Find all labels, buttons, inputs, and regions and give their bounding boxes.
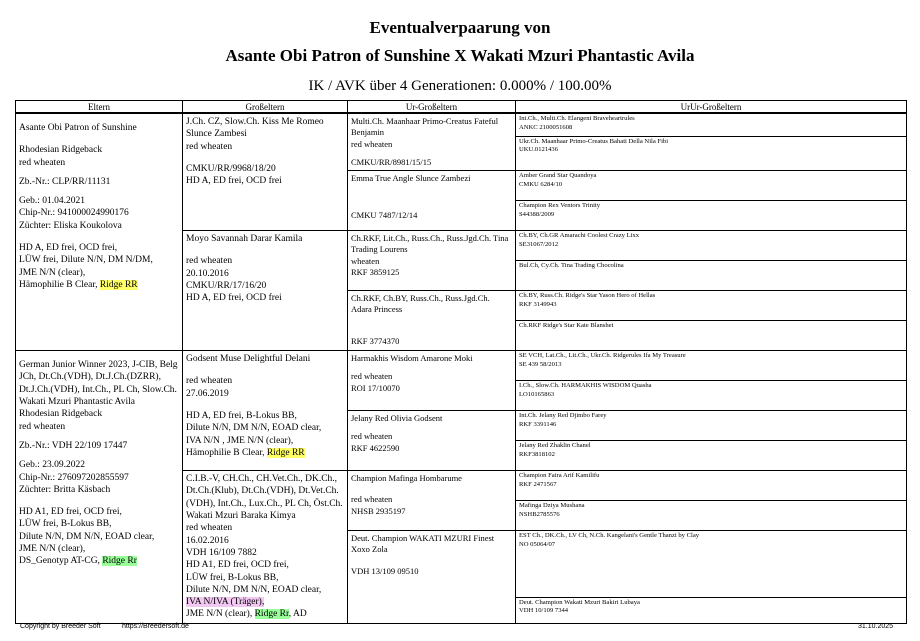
gggp-reg: SE 439 58/2013	[519, 360, 562, 368]
mother-health: Dilute N/N, DM N/N, EOAD clear,	[19, 531, 155, 542]
ggp-name: Multi.Ch. Maanhaar Primo-Creatus Fateful Benjamin	[351, 116, 499, 138]
grandparent-ridge-badge: Ridge RR	[266, 447, 305, 458]
father-health: LÜW frei, Dilute N/N, DM N/DM,	[19, 255, 153, 266]
mother-chip: Chip-Nr.: 276097202855597	[19, 472, 129, 483]
mother-health: HD A1, ED frei, OCD frei,	[19, 507, 122, 518]
grandparent-ridge-badge: Ridge Rr	[254, 609, 289, 620]
mother-cell	[16, 351, 183, 624]
mother-breed: Rhodesian Ridgeback	[19, 409, 103, 420]
gggp-reg: RKF 3391146	[519, 420, 557, 428]
grandparent-date: 16.02.2016	[186, 535, 229, 546]
ggp-color: red wheaten	[351, 371, 393, 382]
ggp-color: red wheaten	[351, 138, 393, 149]
gggp-name: Int.Ch., Multi.Ch. Elangeni Braveheartrules	[519, 115, 635, 122]
gggp-name: Ukr.Ch. Maanhaar Primo-Creatus Bahati Della Nila Fibi	[519, 137, 669, 145]
father-ridge-badge: Ridge RR	[99, 279, 138, 290]
father-geb: Geb.: 01.04.2021	[19, 196, 85, 207]
grandparent-date: 27.06.2019	[186, 388, 229, 399]
grandparent-name: Godsent Muse Delightful Delani	[186, 354, 311, 365]
gggp-6	[516, 291, 907, 321]
gggp-name: Bul.Ch, Cy.Ch. Tina Trading Chocolina	[519, 262, 624, 270]
grandparent-reg: CMKU/RR/9968/18/20	[186, 163, 276, 174]
father-color: red wheaten	[19, 157, 66, 168]
ggp-1	[348, 171, 516, 231]
grandparent-health: HD A1, ED frei, OCD frei,	[186, 560, 289, 571]
ggp-reg: CMKU 7487/12/14	[351, 210, 418, 221]
ggp-2	[348, 231, 516, 291]
gggp-name: Champion Rex Ventors Trinity	[519, 202, 601, 210]
pedigree-table	[15, 100, 907, 624]
grandparent-mf	[183, 351, 348, 471]
ggp-5	[348, 411, 516, 471]
ggp-reg: RKF 3774370	[351, 335, 400, 346]
col-header-ururgrosseltern: UrUr-Großeltern	[516, 101, 907, 114]
father-zb: Zb.-Nr.: CLP/RR/11131	[19, 176, 111, 187]
gggp-reg: RKF 3149943	[519, 300, 557, 308]
gggp-name: Mafinga Dziya Mushana	[519, 502, 585, 510]
gggp-15	[516, 597, 907, 623]
ggp-name: Ch.RKF, Lit.Ch., Russ.Ch., Russ.Jgd.Ch. Tina Trading Lourens	[351, 233, 509, 255]
mother-ridge-badge: Ridge Rr	[102, 556, 137, 567]
ggp-name: Harmakhis Wisdom Amarone Moki	[351, 353, 473, 364]
gggp-9	[516, 381, 907, 411]
father-health: HD A, ED frei, OCD frei,	[19, 243, 118, 254]
ggp-7	[348, 531, 516, 624]
gggp-name: SE VCH, Lat.Ch., Lit.Ch., Ukr.Ch. Ridgerules Ifa My Treasure	[519, 352, 686, 360]
father-chip: Chip-Nr.: 941000024990176	[19, 208, 129, 219]
footer-copyright: Copyright by Breeder Soft	[20, 623, 101, 630]
grandparent-health: Dilute N/N, DM N/N, EOAD clear,	[186, 584, 322, 595]
ggp-color: red wheaten	[351, 431, 393, 442]
gggp-reg: S44388/2009	[519, 210, 555, 218]
ggp-reg: RKF 3859125	[351, 267, 400, 278]
father-name: Asante Obi Patron of Sunshine	[19, 123, 137, 133]
grandparent-reg: VDH 16/109 7882	[186, 547, 257, 558]
grandparent-iva-badge: IVA N/IVA (Träger),	[186, 597, 265, 608]
gggp-reg: NSHB2785576	[519, 510, 560, 518]
grandparent-name: C.I.B.-V, CH.Ch., CH.Vet.Ch., DK.Ch., Dt.Ch.(Klub), Dt.Ch.(VDH), Dt.Vet.Ch.(VDH), Int.Ch., Lux.Ch., PL Ch, Öst.Ch. Wakati Mzuri Baraka Kimya	[186, 474, 343, 522]
grandparent-ff	[183, 113, 348, 231]
gggp-reg: UKU.0121436	[519, 146, 559, 154]
gggp-reg: RKF3818102	[519, 450, 555, 458]
grandparent-health: HD A, ED frei, OCD frei	[186, 176, 282, 187]
gggp-12	[516, 471, 907, 501]
gggp-name: Ch.BY, Russ.Ch. Ridge's Star Yason Hero of Hellas	[519, 292, 656, 300]
grandparent-mm	[183, 471, 348, 624]
gggp-10	[516, 411, 907, 441]
gggp-reg: ANKC 2100051608	[519, 123, 573, 131]
mother-geb: Geb.: 23.09.2022	[19, 460, 85, 471]
gggp-13	[516, 501, 907, 531]
gggp-5	[516, 261, 907, 291]
grandparent-color: red wheaten	[186, 376, 233, 387]
gggp-reg: SE31067/2012	[519, 240, 559, 248]
gggp-7	[516, 321, 907, 351]
gggp-14	[516, 531, 907, 598]
mother-health: DS_Genotyp AT-CG,	[19, 556, 100, 567]
ggp-reg: RKF 4622590	[351, 442, 400, 453]
grandparent-health: , AD	[288, 609, 307, 620]
page-title: Eventualverpaarung von	[369, 18, 551, 37]
father-health: JME N/N (clear),	[19, 267, 86, 278]
gggp-4	[516, 231, 907, 261]
grandparent-name: Moyo Savannah Darar Kamila	[186, 234, 303, 245]
grandparent-color: red wheaten	[186, 523, 233, 534]
col-header-grosseltern: Großeltern	[183, 101, 348, 114]
gggp-name: Ch.BY, Ch.GR Amarachi Coolest Crazy Lixx	[519, 232, 640, 240]
ggp-color: red wheaten	[351, 494, 393, 505]
col-header-eltern: Eltern	[16, 101, 183, 114]
gggp-name: Int.Ch. Jelany Red Djimbo Farey	[519, 412, 607, 420]
grandparent-reg: CMKU/RR/17/16/20	[186, 281, 267, 292]
mother-health: LÜW frei, B-Lokus BB,	[19, 519, 112, 530]
mother-zb: Zb.-Nr.: VDH 22/109 17447	[19, 440, 128, 451]
gggp-name: Jelany Red Zhaklin Chanel	[519, 442, 591, 450]
grandparent-health: HD A, ED frei, OCD frei	[186, 293, 282, 304]
ggp-color: wheaten	[351, 255, 380, 266]
footer-date: 31.10.2025	[858, 623, 894, 630]
mother-breeder: Züchter: Britta Käsbach	[19, 484, 111, 495]
ggp-name: Ch.RKF, Ch.BY, Russ.Ch., Russ.Jgd.Ch. Adara Princess	[351, 293, 490, 315]
ggp-name: Champion Mafinga Hombarume	[351, 473, 462, 484]
gggp-name: Champion Faira Arif Kamilifu	[519, 472, 600, 480]
gggp-8	[516, 351, 907, 381]
grandparent-name: J.Ch. CZ, Slow.Ch. Kiss Me Romeo Slunce Zambesi	[186, 117, 324, 140]
grandparent-color: red wheaten	[186, 141, 233, 152]
grandparent-health: Dilute N/N, DM N/N, EOAD clear,	[186, 423, 322, 434]
father-breeder: Züchter: Eliska Koukolova	[19, 220, 122, 231]
gggp-name: Ch.RKF Ridge's Star Kate Blanshet	[519, 322, 614, 330]
mother-health: JME N/N (clear),	[19, 544, 86, 555]
mother-name: German Junior Winner 2023, J-CIB, Belg JCh, Dt.Ch.(VDH), Dt.J.Ch.(DZRR), Dt.J.Ch.(VDH), Int.Ch., PL Ch, Slow.Ch. Wakati Mzuri Phantastic Avila	[19, 360, 178, 408]
ggp-name: Emma True Angle Slunce Zambezi	[351, 173, 471, 184]
gggp-reg: LO10165863	[519, 390, 555, 398]
gggp-name: Amber Grand Star Quandoya	[519, 172, 597, 180]
footer-url[interactable]: https://Breedersoft.de	[122, 623, 189, 630]
grandparent-health: IVA N/N , JME N/N (clear),	[186, 435, 294, 446]
gggp-2	[516, 171, 907, 201]
grandparent-health: HD A, ED frei, B-Lokus BB,	[186, 411, 297, 422]
ggp-reg: CMKU/RR/8981/15/15	[351, 156, 432, 167]
ik-avk-line: IK / AVK über 4 Generationen: 0.000% / 100.00%	[308, 78, 612, 94]
father-breed: Rhodesian Ridgeback	[19, 145, 103, 156]
grandparent-fm	[183, 231, 348, 351]
gggp-1	[516, 136, 907, 170]
gggp-0	[516, 113, 907, 136]
grandparent-health: JME N/N (clear),	[186, 609, 253, 620]
gggp-reg: NO 05064/07	[519, 540, 556, 548]
ggp-name: Jelany Red Olivia Godsent	[351, 413, 443, 424]
ggp-reg: ROI 17/10070	[351, 382, 400, 393]
ggp-3	[348, 291, 516, 351]
ggp-reg: NHSB 2935197	[351, 505, 406, 516]
grandparent-health: Hämophilie B Clear,	[186, 447, 265, 458]
gggp-name: EST Ch., DK.Ch., LV Ch, N.Ch. Kangelani's Gentle Thanzi by Clay	[519, 532, 700, 540]
header-row	[16, 101, 907, 114]
col-header-urgrosseltern: Ur-Großeltern	[348, 101, 516, 114]
gggp-3	[516, 201, 907, 231]
ggp-4	[348, 351, 516, 411]
gggp-reg: VDH 10/109 7344	[519, 607, 569, 615]
ggp-name: Deut. Champion WAKATI MZURI Finest Xoxo Zola	[351, 533, 495, 555]
gggp-11	[516, 441, 907, 471]
ggp-0	[348, 113, 516, 171]
ggp-6	[348, 471, 516, 531]
gggp-name: Deut. Champion Wakati Mzuri Bakiri Lubaya	[519, 598, 640, 606]
father-health: Hämophilie B Clear,	[19, 279, 98, 290]
grandparent-health: LÜW frei, B-Lokus BB,	[186, 572, 279, 583]
gggp-reg: RKF 2471567	[519, 480, 557, 488]
gggp-name: I.Ch., Slow.Ch. HARMAKHIS WISDOM Quasha	[519, 382, 652, 390]
ggp-reg: VDH 13/109 09510	[351, 565, 419, 576]
grandparent-date: 20.10.2016	[186, 268, 229, 279]
father-cell	[16, 113, 183, 351]
pairing-title: Asante Obi Patron of Sunshine X Wakati Mzuri Phantastic Avila	[225, 46, 695, 65]
gggp-reg: CMKU 6284/10	[519, 180, 563, 188]
grandparent-color: red wheaten	[186, 256, 233, 267]
mother-color: red wheaten	[19, 421, 66, 432]
